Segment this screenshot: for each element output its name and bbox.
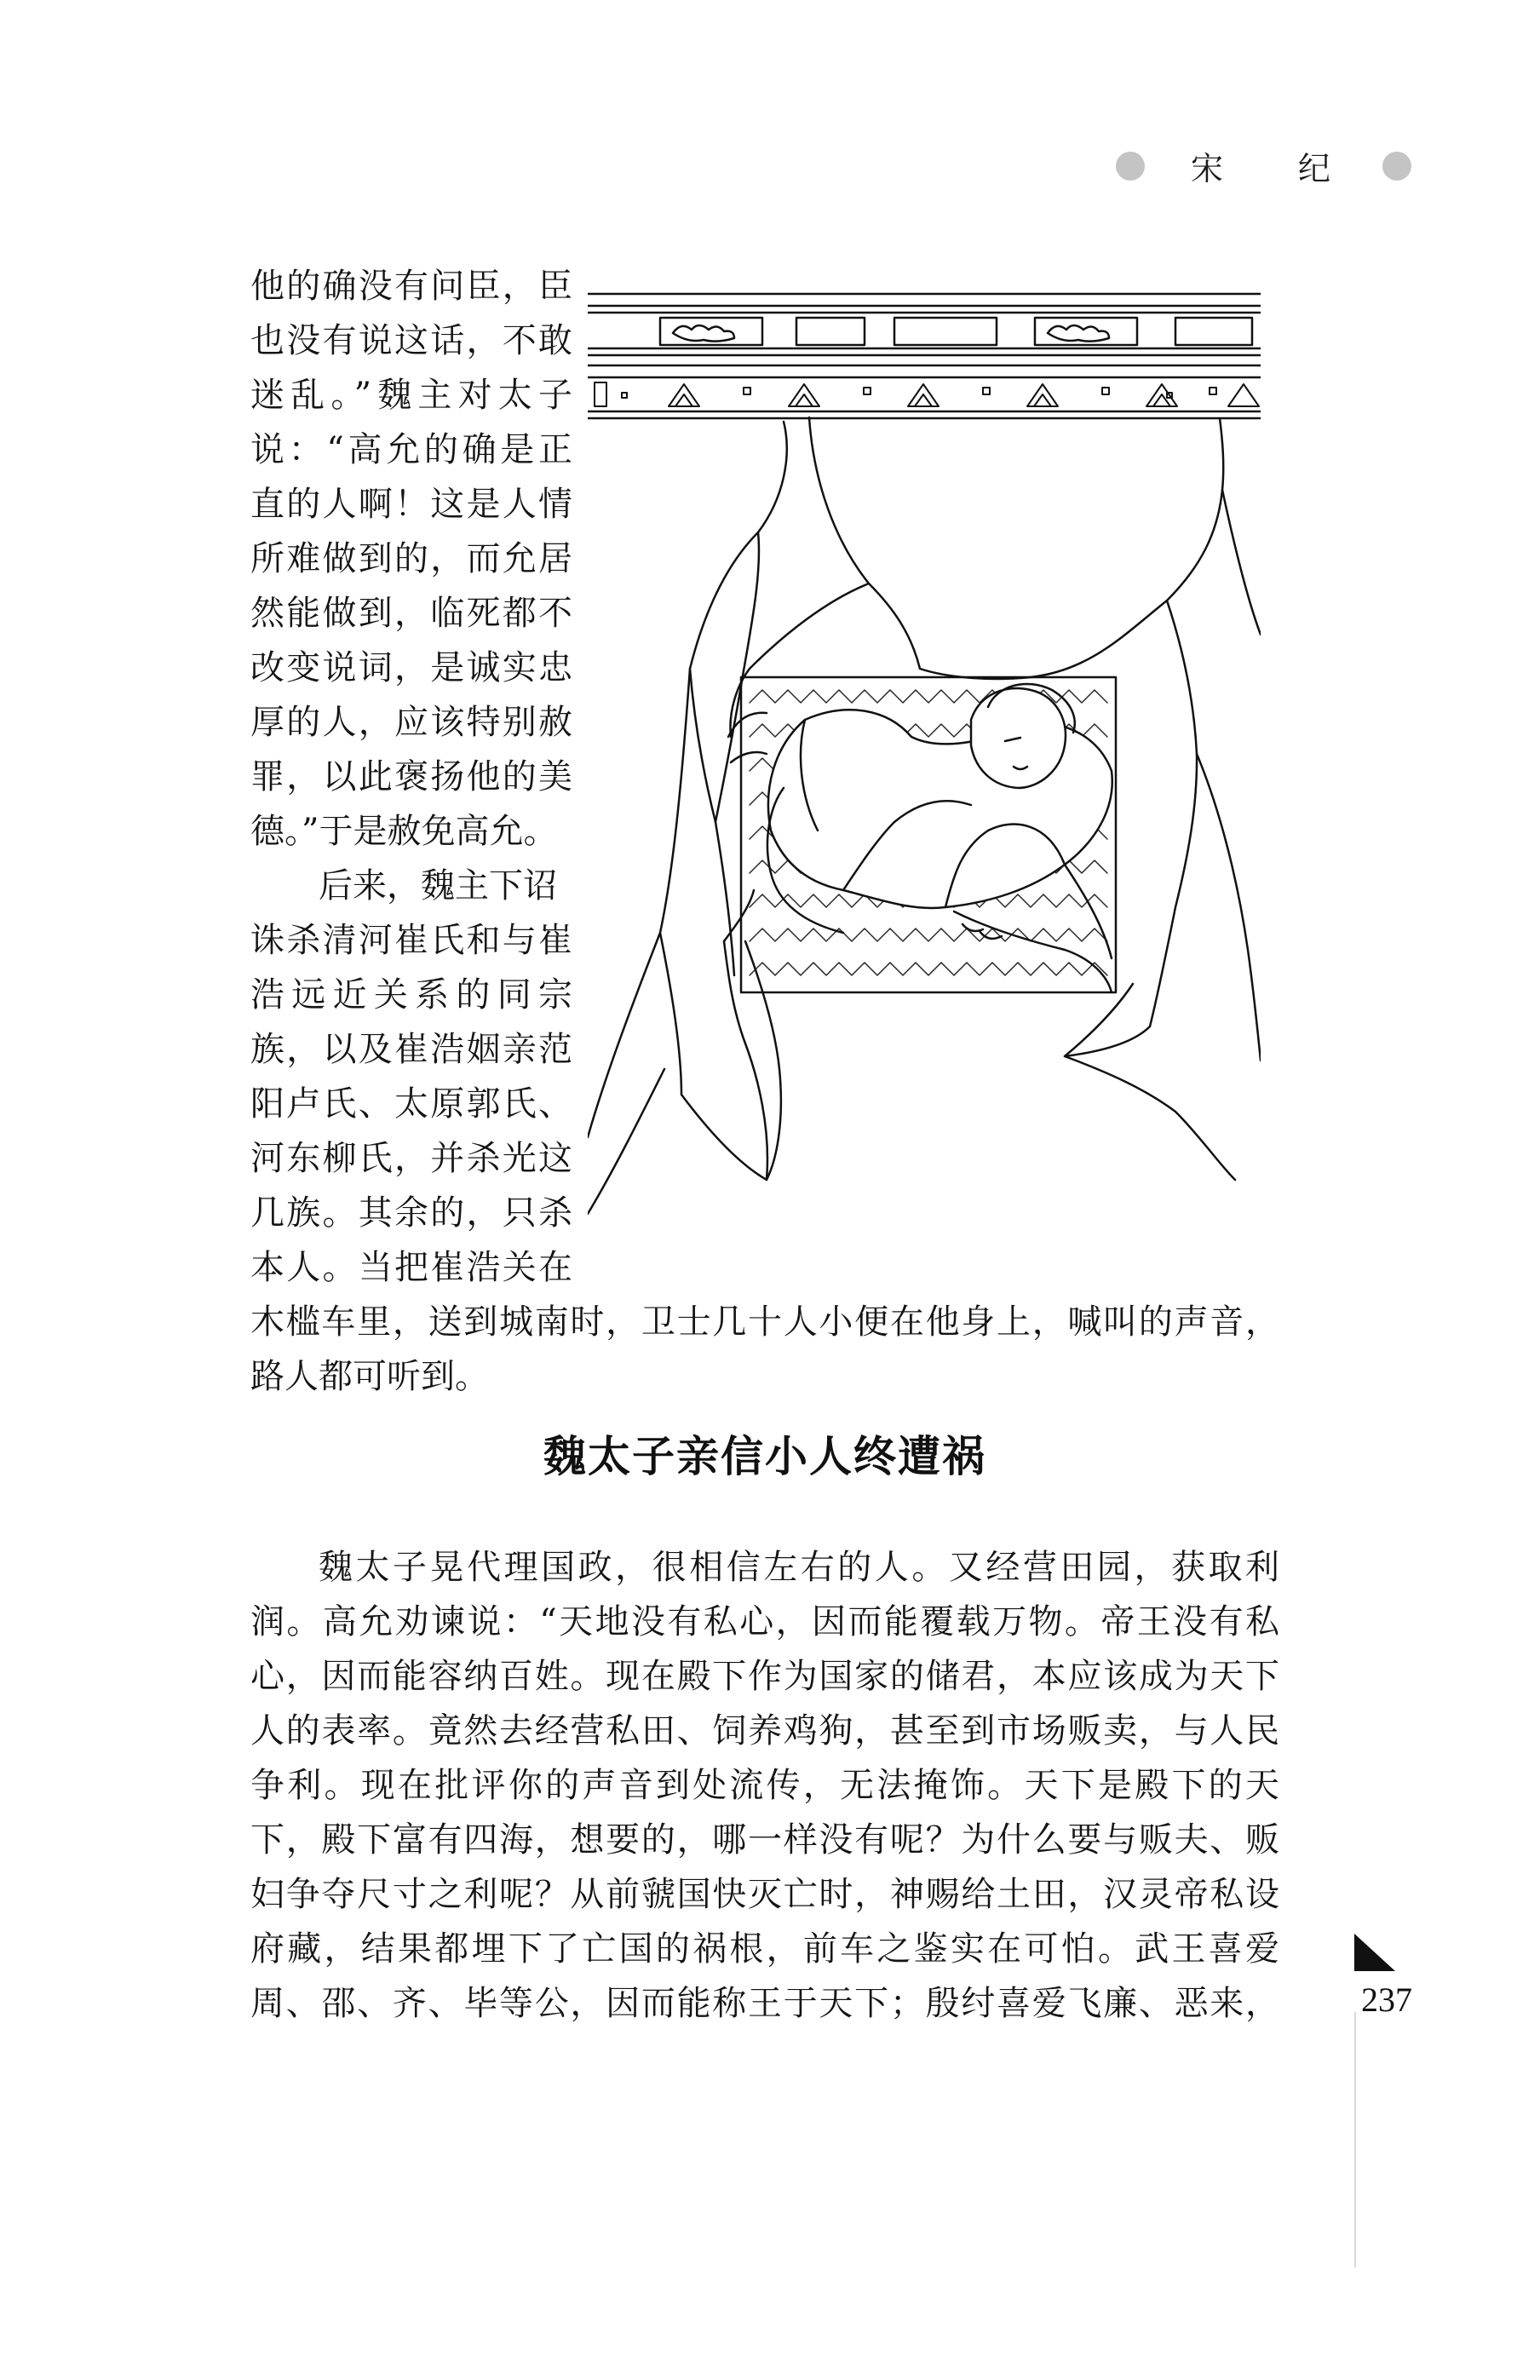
side-text-line: 本人。当把崔浩关在 — [250, 1248, 572, 1287]
side-text-line: 也没有说这话，不敢 — [250, 321, 572, 360]
header-dot-right-icon — [1382, 152, 1411, 181]
side-text-line: 他的确没有问臣，臣 — [250, 267, 572, 306]
body-text-line: 心，因而能容纳百姓。现在殿下作为国家的储君，本应该成为天下 — [250, 1657, 1279, 1696]
side-text-line: 德。”于是赦免高允。 — [250, 812, 558, 851]
side-text-line: 诛杀清河崔氏和与崔 — [250, 921, 572, 960]
side-text-line: 改变说词，是诚实忠 — [250, 648, 572, 687]
side-text-line: 罪，以此褒扬他的美 — [250, 757, 572, 796]
page-number: 237 — [1361, 1980, 1412, 2019]
body-text-line: 妇争夺尺寸之利呢？从前虢国快灭亡时，神赐给土田，汉灵帝私设 — [250, 1875, 1279, 1914]
line-art-illustration — [588, 277, 1261, 1256]
body-text-line: 人的表率。竟然去经营私田、饲养鸡狗，甚至到市场贩卖，与人民 — [250, 1711, 1279, 1751]
side-text-line: 厚的人，应该特别赦 — [250, 703, 572, 742]
body-text-line: 争利。现在批评你的声音到处流传，无法掩饰。天下是殿下的天 — [250, 1766, 1279, 1805]
reclining-figure-illustration — [728, 684, 1112, 992]
body-text-line: 木槛车里，送到城南时，卫士几十人小便在他身上，喊叫的声音， — [250, 1302, 1279, 1342]
body-text-line: 魏太子晃代理国政，很相信左右的人。又经营田园，获取利 — [319, 1548, 1279, 1587]
body-text-line: 周、邵、齐、毕等公，因而能称王于天下；殷纣喜爱飞廉、恶来， — [250, 1984, 1279, 2023]
running-header-char-2: 纪 — [1298, 150, 1331, 187]
body-text-line: 润。高允劝谏说：“天地没有私心，因而能覆载万物。帝王没有私 — [250, 1602, 1279, 1641]
section-title: 魏太子亲信小人终遭祸 — [543, 1432, 986, 1481]
running-header-char-1: 宋 — [1191, 150, 1224, 187]
side-text-line: 阳卢氏、太原郭氏、 — [250, 1084, 572, 1124]
side-text-line: 河东柳氏，并杀光这 — [250, 1139, 572, 1178]
body-text-line: 下，殿下富有四海，想要的，哪一样没有呢？为什么要与贩夫、贩 — [250, 1820, 1279, 1860]
body-text-line: 路人都可听到。 — [250, 1357, 489, 1396]
side-text-line: 然能做到，临死都不 — [250, 594, 572, 633]
side-text-line: 浩远近关系的同宗 — [250, 975, 572, 1015]
side-text-line: 所难做到的，而允居 — [250, 539, 572, 578]
body-text-line: 府藏，结果都埋下了亡国的祸根，前车之鉴实在可怕。武王喜爱 — [250, 1929, 1279, 1969]
left-curtain-illustration — [588, 422, 787, 1214]
side-text-line: 迷乱。”魏主对太子 — [250, 376, 572, 415]
page-corner-triangle-icon — [1354, 1934, 1395, 1971]
side-text-line: 后来，魏主下诏 — [319, 866, 557, 905]
side-text-line: 族，以及崔浩姻亲范 — [250, 1030, 572, 1069]
side-text-line: 几族。其余的，只杀 — [250, 1193, 572, 1233]
side-text-line: 说：“高允的确是正 — [250, 430, 572, 469]
side-text-line: 直的人啊！这是人情 — [250, 485, 572, 524]
header-dot-left-icon — [1116, 152, 1145, 181]
margin-rule — [1354, 2012, 1356, 2268]
roof-beam-illustration — [588, 294, 1261, 418]
